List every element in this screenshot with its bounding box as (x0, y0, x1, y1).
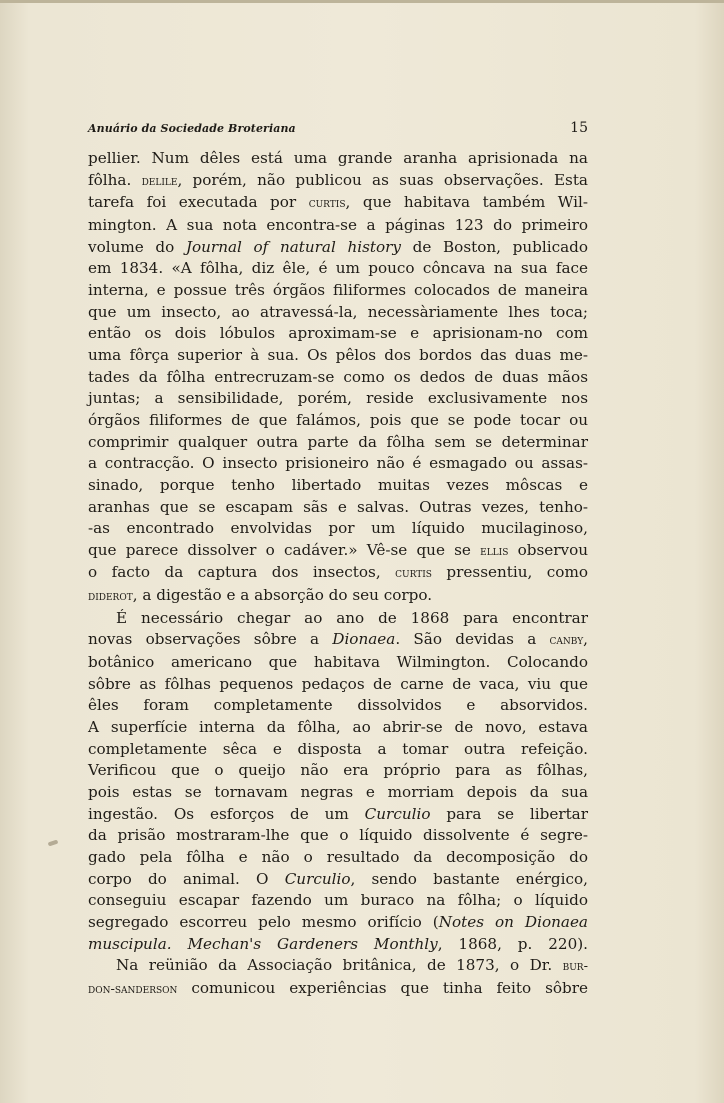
text-line: comprimir qualquer outra parte da fôlha sem se determinar (88, 432, 588, 451)
text-line: aranhas que se escapam sãs e salvas. Outras vezes, tenho- (88, 497, 588, 516)
text-line: completamente sêca e disposta a tomar outra refeição. (88, 739, 588, 758)
text-line: corpo do animal. O Curculio, sendo bastante enérgico, (88, 869, 588, 888)
text-line: sôbre as fôlhas pequenos pedaços de carne de vaca, viu que (88, 674, 588, 693)
text-line: muscipula. Mechan's Gardeners Monthly, 1868, p. 220). (88, 934, 588, 953)
author-name: curtis (308, 196, 346, 212)
text-line: órgãos filiformes de que falámos, pois que se pode tocar ou (88, 410, 588, 429)
text-line: fôlha. delile, porém, não publicou as suas observações. Esta (88, 170, 588, 189)
text-line: êles foram completamente dissolvidos e absorvidos. (88, 696, 588, 715)
text-line: a contracção. O insecto prisioneiro não é esmagado ou assas- (88, 454, 588, 473)
text-line: conseguiu escapar fazendo um buraco na fôlha; o líquido (88, 891, 588, 910)
genus-name: Curculio (364, 804, 431, 823)
text-line: juntas; a sensibilidade, porém, reside exclusivamente nos (88, 389, 588, 408)
text-line: mington. A sua nota encontra-se a páginas 123 do primeiro (88, 215, 588, 234)
author-name: diderot (88, 589, 133, 605)
page-header (88, 120, 588, 136)
text-line: Na reünião da Associação britânica, de 1873, o Dr. bur- (116, 956, 588, 975)
text-line: gado pela fôlha e não o resultado da decomposição do (88, 848, 588, 866)
author-name: ellis (480, 543, 509, 559)
text-line: -as encontrado envolvidas por um líquido mucilaginoso, (88, 519, 588, 538)
text-line: novas observações sôbre a Dionaea. São devidas a canby, (88, 630, 588, 649)
author-name: curtis (395, 566, 432, 582)
text-line: sinado, porque tenho libertado muitas vezes môscas e (88, 475, 588, 494)
text-line: ingestão. Os esforços de um Curculio para se libertar (88, 804, 588, 823)
text-line: volume do Journal of natural history de Boston, publicado (88, 237, 588, 256)
text-line: que parece dissolver o cadáver.» Vê-se que se ellis observou (88, 540, 588, 559)
body-text (88, 148, 588, 1001)
text-line: então os dois lóbulos aproximam-se e aprisionam-no com (88, 324, 588, 343)
text-line: É necessário chegar ao ano de 1868 para encontrar (116, 608, 588, 627)
text-line: pois estas se tornavam negras e morriam depois da sua (88, 783, 588, 802)
author-name: canby (549, 633, 584, 649)
text-line: botânico americano que habitava Wilmington. Colocando (88, 653, 588, 672)
genus-name: Curculio (284, 869, 351, 888)
text-line: tarefa foi executada por curtis, que habitava também Wil- (88, 193, 588, 212)
text-line: diderot, a digestão e a absorção do seu corpo. (88, 586, 433, 605)
author-name: delile (141, 173, 178, 189)
text-line: interna, e possue três órgãos filiformes colocados de maneira (88, 280, 588, 299)
journal-title: Journal of natural history (185, 237, 402, 256)
text-line: Verificou que o queijo não era próprio para as fôlhas, (88, 761, 588, 780)
text-line: A superfície interna da fôlha, ao abrir-se de novo, estava (88, 718, 588, 737)
margin-smudge (48, 840, 59, 847)
text-line: da prisão mostraram-lhe que o líquido dissolvente é segre- (88, 826, 588, 845)
genus-name: Dionaea (332, 630, 396, 649)
text-line: que um insecto, ao atravessá-la, necessàriamente lhes toca; (88, 302, 588, 321)
text-line: tades da fôlha entrecruzam-se como os dedos de duas mãos (88, 367, 588, 386)
text-line: em 1834. «A fôlha, diz êle, é um pouco côncava na sua face (88, 259, 588, 278)
citation-title: muscipula. Mechan's Gardeners Monthly (88, 934, 438, 953)
text-line: o facto da captura dos insectos, curtis pressentiu, como (88, 563, 588, 582)
page-number: 15 (570, 120, 588, 136)
author-name: bur- (562, 959, 588, 975)
text-line: uma fôrça superior à sua. Os pêlos dos bordos das duas me- (88, 345, 588, 364)
text-line: don-sanderson comunicou experiências que tinha feito sôbre (88, 978, 588, 997)
text-line: segregado escorreu pelo mesmo orifício (Notes on Dionaea (88, 912, 588, 931)
citation-title: Notes on Dionaea (438, 912, 588, 931)
text-line: pellier. Num dêles está uma grande aranha aprisionada na (88, 149, 588, 167)
author-name: don-sanderson (88, 981, 178, 997)
running-head: Anuário da Sociedade Broteriana (88, 122, 296, 135)
